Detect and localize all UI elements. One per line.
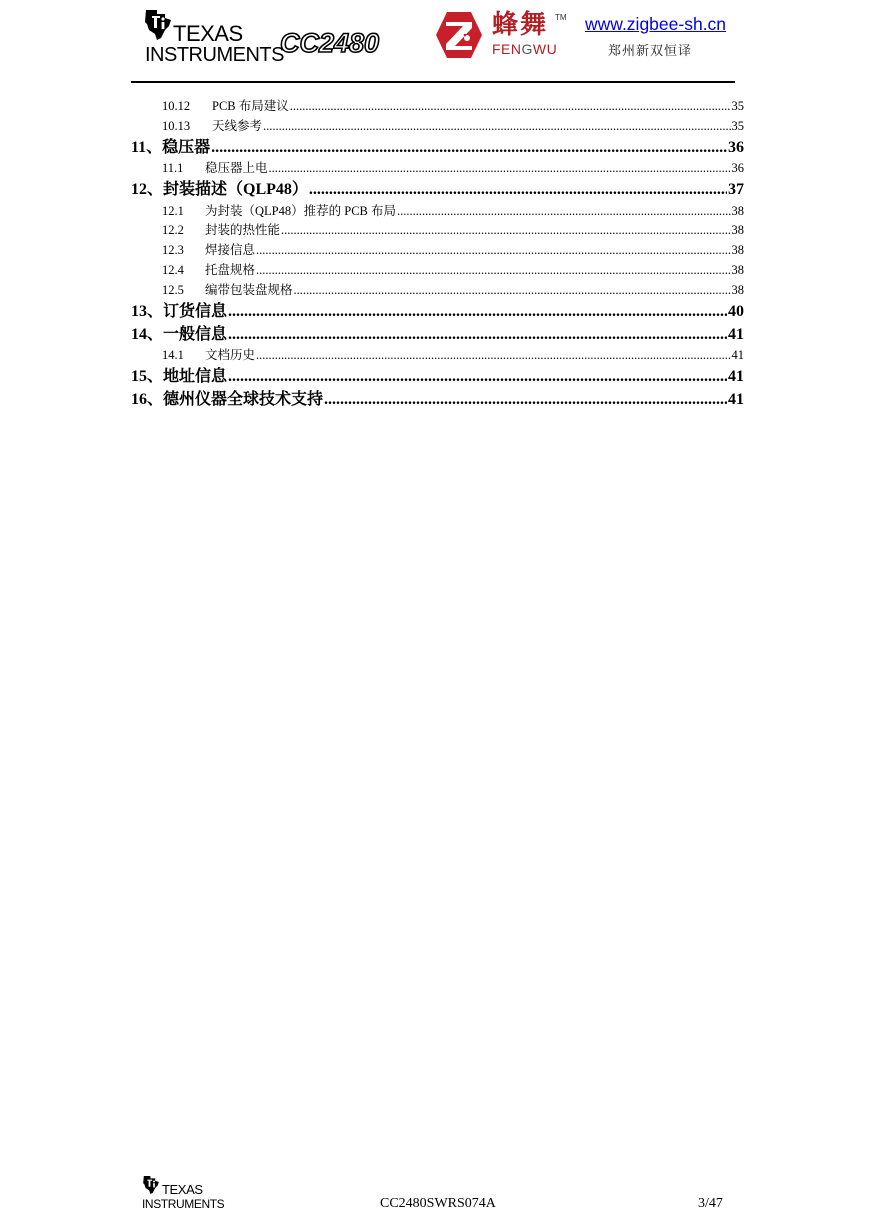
toc-leader-dots (290, 99, 731, 114)
footer-document-id: CC2480SWRS074A (380, 1196, 496, 1211)
toc-entry-title: 天线参考 (212, 119, 263, 133)
toc-entry-number: 12.1 (162, 204, 184, 218)
toc-leader-dots (294, 283, 731, 298)
toc-leader-dots (309, 181, 727, 199)
fengwu-logo (434, 10, 566, 60)
footer-page-number: 3/47 (698, 1196, 723, 1211)
fengwu-trademark: TM (555, 13, 567, 22)
toc-entry-title: 、封装描述（QLP48） (147, 181, 308, 198)
product-name: CC2480 (280, 28, 380, 58)
toc-entry-page: 38 (731, 243, 744, 257)
toc-entry-page: 35 (731, 99, 744, 113)
toc-entry-title: 、德州仪器全球技术支持 (147, 391, 324, 408)
toc-entry-number: 12.2 (162, 223, 184, 237)
fengwu-en-part-c: WU (532, 41, 558, 57)
toc-leader-dots (228, 368, 727, 386)
toc-leader-dots (281, 223, 730, 238)
toc-entry-number: 12.3 (162, 243, 184, 257)
toc-entry-15[interactable] (131, 363, 744, 385)
ti-logo-texas: TEXAS (173, 21, 243, 46)
fengwu-en-part-a: FEN (492, 41, 522, 57)
fengwu-en-part-b: G (521, 41, 533, 57)
toc-entry-page: 40 (728, 303, 744, 320)
toc-entry-page: 41 (728, 391, 744, 408)
toc-leader-dots (263, 119, 730, 134)
toc-entry-number: 12.4 (162, 263, 184, 277)
toc-entry-page: 38 (731, 204, 744, 218)
page-header (0, 0, 869, 90)
toc-entry-page: 36 (728, 139, 744, 156)
toc-entry-number: 14.1 (162, 348, 184, 362)
toc-entry-12-3[interactable] (162, 240, 744, 256)
toc-leader-dots (256, 263, 730, 278)
ti-logo (143, 8, 284, 66)
toc-leader-dots (256, 243, 730, 258)
fengwu-z-icon (434, 10, 484, 60)
toc-entry-title: 封装的热性能 (205, 223, 281, 237)
toc-entry-title: 、地址信息 (147, 368, 228, 385)
toc-entry-page: 38 (731, 263, 744, 277)
toc-leader-dots (397, 204, 731, 219)
toc-entry-page: 41 (728, 368, 744, 385)
toc-entry-10-13[interactable] (162, 116, 744, 132)
toc-entry-title: 文档历史 (205, 348, 256, 362)
toc-entry-title: 、订货信息 (147, 303, 228, 320)
toc-entry-14[interactable] (131, 321, 744, 343)
ti-texas-state-icon (142, 1174, 160, 1196)
toc-entry-title: 为封装（QLP48）推荐的 PCB 布局 (205, 204, 396, 218)
toc-entry-number: 13 (131, 303, 147, 320)
toc-entry-page: 38 (731, 223, 744, 237)
toc-entry-number: 14 (131, 326, 147, 343)
toc-entry-title: 托盘规格 (205, 263, 256, 277)
toc-leader-dots (228, 326, 727, 344)
toc-entry-page: 41 (731, 348, 744, 362)
toc-entry-number: 16 (131, 391, 147, 408)
toc-entry-title: 、稳压器 (146, 139, 211, 156)
toc-entry-page: 38 (731, 283, 744, 297)
toc-entry-11-1[interactable] (162, 158, 744, 174)
toc-leader-dots (211, 139, 727, 157)
toc-entry-title: 、一般信息 (147, 326, 228, 343)
ti-logo-instruments: INSTRUMENTS (145, 44, 284, 66)
toc-entry-number: 11 (131, 139, 147, 156)
footer-ti-texas: TEXAS (162, 1182, 203, 1197)
toc-entry-page: 36 (731, 161, 744, 175)
toc-entry-number: 12.5 (162, 283, 184, 297)
toc-entry-title: 编带包装盘规格 (205, 283, 293, 297)
footer-ti-logo (142, 1174, 232, 1214)
toc-leader-dots (228, 303, 727, 321)
toc-entry-number: 10.12 (162, 99, 191, 113)
toc-entry-number: 12 (131, 181, 147, 198)
toc-entry-title: PCB 布局建议 (212, 99, 289, 113)
toc-entry-10-12[interactable] (162, 96, 744, 112)
toc-entry-11[interactable] (131, 134, 744, 156)
fengwu-english-name (492, 41, 557, 57)
toc-leader-dots (269, 161, 731, 176)
toc-leader-dots (324, 391, 727, 409)
toc-entry-number: 11.1 (162, 161, 184, 175)
toc-entry-13[interactable] (131, 298, 744, 320)
header-divider (131, 81, 735, 83)
ti-texas-state-icon (143, 8, 173, 42)
toc-entry-page: 37 (728, 181, 744, 198)
toc-entry-12-4[interactable] (162, 260, 744, 276)
toc-entry-16[interactable] (131, 386, 744, 408)
toc-entry-page: 35 (731, 119, 744, 133)
toc-entry-number: 10.13 (162, 119, 191, 133)
footer-ti-instruments: INSTRUMENTS (142, 1197, 225, 1211)
toc-entry-title: 焊接信息 (205, 243, 256, 257)
translator-credit: 郑州新双恒译 (608, 44, 693, 59)
toc-entry-title: 稳压器上电 (205, 161, 268, 175)
toc-entry-12-1[interactable] (162, 201, 744, 217)
toc-leader-dots (256, 348, 730, 363)
toc-entry-page: 41 (728, 326, 744, 343)
toc-entry-14-1[interactable] (162, 345, 744, 361)
toc-entry-12[interactable] (131, 176, 744, 198)
toc-entry-12-5[interactable] (162, 280, 744, 296)
toc-entry-number: 15 (131, 368, 147, 385)
toc-entry-12-2[interactable] (162, 220, 744, 236)
fengwu-chinese-name: 蜂舞 (492, 10, 549, 40)
website-link[interactable]: www.zigbee-sh.cn (585, 14, 727, 34)
